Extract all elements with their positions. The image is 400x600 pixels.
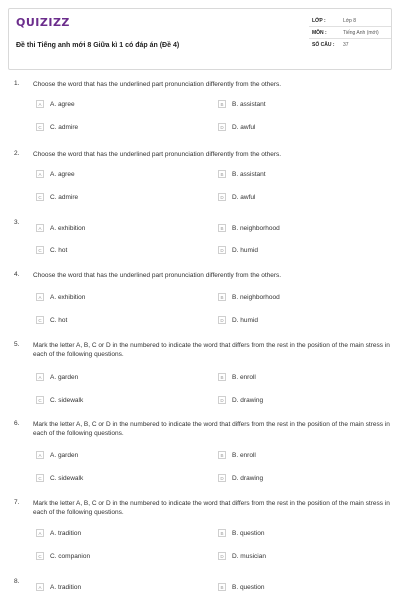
answer-option-d[interactable] [218,192,255,202]
answer-option-c[interactable] [36,395,83,405]
option-text: D. awful [232,193,256,201]
answer-option-a[interactable] [36,292,85,302]
question-text: Choose the word that has the underlined part pronunciation differently from the others. [33,151,282,158]
option-letter-box: B [218,373,226,381]
option-letter-box: D [218,552,226,560]
option-text: C. hot [50,316,68,324]
option-letter-box: C [36,193,44,201]
question-number: 5. [14,341,20,348]
option-text: A. agree [50,100,75,108]
option-letter-box: C [36,316,44,324]
answer-option-d[interactable] [218,551,266,561]
option-text: B. neighborhood [232,293,280,301]
option-letter-box: C [36,396,44,404]
option-text: D. awful [232,123,256,131]
meta-value: Tiếng Anh (mới) [343,29,379,36]
option-text: C. companion [50,552,91,560]
option-letter-box: A [36,529,44,537]
answer-option-a[interactable] [36,372,78,382]
option-letter-box: B [218,583,226,591]
option-letter-box: C [36,123,44,131]
option-text: A. garden [50,373,79,381]
answer-option-a[interactable] [36,450,78,460]
option-text: A. exhibition [50,293,86,301]
option-letter-box: B [218,451,226,459]
option-letter-box: A [36,451,44,459]
answer-option-a[interactable] [36,528,81,538]
question-number: 3. [14,219,20,226]
answer-option-d[interactable] [218,122,255,132]
answer-option-d[interactable] [218,473,263,483]
option-text: C. admire [50,123,79,131]
option-letter-box: B [218,293,226,301]
answer-option-c[interactable] [36,315,67,325]
option-letter-box: A [36,583,44,591]
option-text: A. garden [50,451,79,459]
question-text: Choose the word that has the underlined part pronunciation differently from the others. [33,81,282,88]
option-letter-box: D [218,193,226,201]
question-text: Mark the letter A, B, C or D in the numbered to indicate the word that differs from the rest in the position of the main stress in each of the following questions. [33,421,390,437]
answer-option-d[interactable] [218,315,258,325]
meta-row-subject [309,27,391,39]
question-number: 8. [14,578,20,585]
option-text: C. admire [50,193,79,201]
answer-option-c[interactable] [36,473,83,483]
option-letter-box: D [218,396,226,404]
option-letter-box: B [218,529,226,537]
option-letter-box: C [36,552,44,560]
answer-option-a[interactable] [36,223,85,233]
option-letter-box: B [218,100,226,108]
answer-option-d[interactable] [218,245,258,255]
answer-option-b[interactable] [218,582,265,592]
option-letter-box: A [36,170,44,178]
meta-table [309,15,391,51]
answer-option-d[interactable] [218,395,263,405]
option-text: D. musician [232,552,266,560]
option-text: D. drawing [232,474,264,482]
option-text: D. drawing [232,396,264,404]
option-letter-box: D [218,123,226,131]
answer-option-b[interactable] [218,223,280,233]
question-text: Mark the letter A, B, C or D in the numbered to indicate the word that differs from the rest in the position of the main stress in each of the following questions. [33,500,390,516]
worksheet-header [8,8,392,70]
option-letter-box: A [36,373,44,381]
option-text: A. agree [50,170,75,178]
answer-option-c[interactable] [36,192,78,202]
answer-option-c[interactable] [36,122,78,132]
option-text: B. assistant [232,100,266,108]
question-number: 1. [14,80,20,87]
question-text: Mark the letter A, B, C or D in the numbered to indicate the word that differs from the rest in the position of the main stress in each of the following questions. [33,342,390,358]
option-text: A. exhibition [50,224,86,232]
option-letter-box: A [36,293,44,301]
option-text: B. assistant [232,170,266,178]
answer-option-b[interactable] [218,450,256,460]
option-text: B. neighborhood [232,224,280,232]
meta-key: MÔN : [312,29,327,36]
meta-key: LỚP : [312,17,326,24]
answer-option-b[interactable] [218,372,256,382]
option-text: A. tradition [50,583,82,591]
question-number: 4. [14,271,20,278]
option-text: B. enroll [232,451,256,459]
option-letter-box: B [218,224,226,232]
option-letter-box: B [218,170,226,178]
option-text: B. enroll [232,373,256,381]
question-text: Choose the word that has the underlined part pronunciation differently from the others. [33,272,282,279]
worksheet-title: Đề thi Tiếng anh mới 8 Giữa kì 1 có đáp án (Đề 4) [16,42,180,49]
answer-option-b[interactable] [218,99,266,109]
question-number: 2. [14,150,20,157]
option-text: C. hot [50,246,68,254]
answer-option-b[interactable] [218,528,265,538]
option-text: A. tradition [50,529,82,537]
quizizz-logo: QUIZIZZ [16,16,70,29]
answer-option-c[interactable] [36,551,90,561]
meta-row-count [309,39,391,51]
option-text: D. humid [232,246,259,254]
option-text: B. question [232,529,265,537]
option-text: C. sidewalk [50,396,84,404]
meta-key: SỐ CÂU : [312,42,335,48]
answer-option-b[interactable] [218,292,280,302]
option-letter-box: A [36,224,44,232]
answer-option-a[interactable] [36,99,75,109]
option-letter-box: D [218,246,226,254]
answer-option-c[interactable] [36,245,67,255]
option-text: D. humid [232,316,259,324]
meta-value: Lớp 8 [343,17,357,24]
question-number: 6. [14,420,20,427]
answer-option-b[interactable] [218,169,266,179]
question-number: 7. [14,499,20,506]
option-text: B. question [232,583,265,591]
meta-row-class [309,15,391,27]
answer-option-a[interactable] [36,169,75,179]
answer-option-a[interactable] [36,582,81,592]
option-letter-box: C [36,246,44,254]
meta-value: 37 [343,42,349,48]
option-letter-box: C [36,474,44,482]
option-text: C. sidewalk [50,474,84,482]
option-letter-box: A [36,100,44,108]
option-letter-box: D [218,474,226,482]
option-letter-box: D [218,316,226,324]
